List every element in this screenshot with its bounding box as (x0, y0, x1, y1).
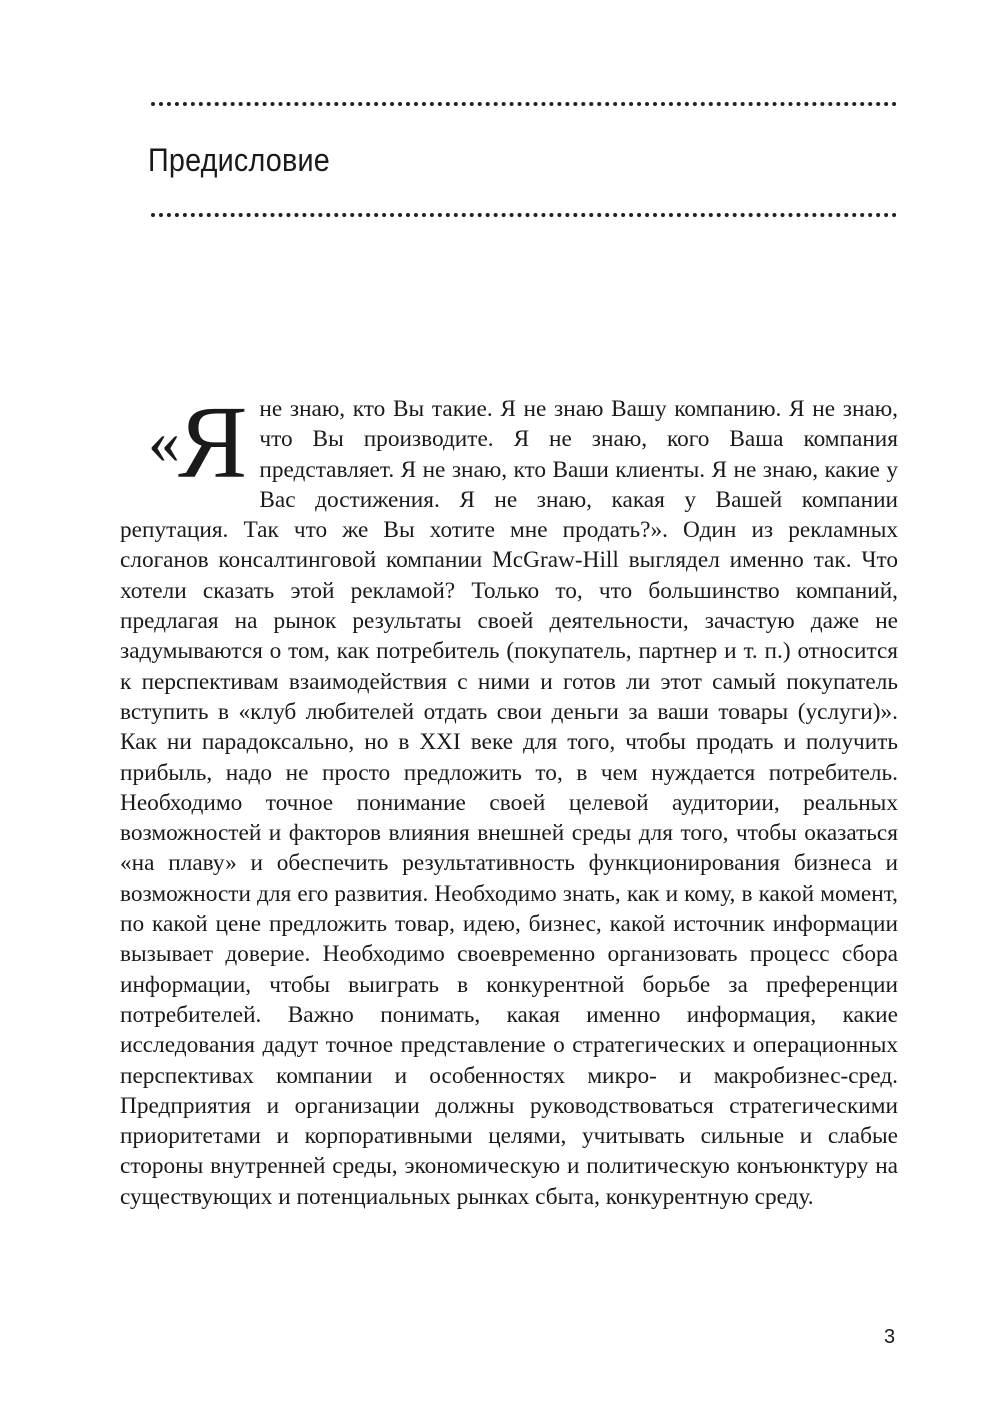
body-text: не знаю, кто Вы такие. Я не знаю Вашу компанию. Я не знаю, что Вы производите. Я не знаю, кого Ваша компания представляет. Я не знаю, кто Ваши клиенты. Я не знаю, какие у Вас достижения. Я не знаю, какая у Вашей компании репутация. Так что же Вы хотите мне продать?». Один из рекламных слоганов консалтинговой компании McGraw-Hill выглядел именно так. Что хотели сказать этой рекламой? Только то, что большинство компаний, предлагая на рынок результаты своей деятельности, зачастую даже не задумываются о том, как потребитель (покупатель, партнер и т. п.) относится к перспективам взаимодействия с ними и готов ли этот самый покупатель вступить в «клуб любителей отдать свои деньги за ваши товары (услуги)». Как ни парадоксально, но в XXI веке для того, чтобы продать и получить прибыль, надо не просто предложить то, в чем нуждается потребитель. Необходимо точное понимание своей целевой аудитории, реальных возможностей и факторов влияния внешней среды для того, чтобы оказаться «на плаву» и обеспечить результативность функционирования бизнеса и возможности для его развития. Необходимо знать, как и кому, в какой момент, по какой цене предложить товар, идею, бизнес, какой источник информации вызывает доверие. Необходимо своевременно организовать процесс сбора информации, чтобы выиграть в конкурентной борьбе за преференции потребителей. Важно понимать, какая именно информация, какие исследования дадут точное представление о стратегических и операционных перспективах компании и особенностях микро- и макробизнес-сред. Предприятия и организации должны руководствоваться стратегическими приоритетами и корпоративными целями, учитывать сильные и слабые стороны внутренней среды, экономическую и политическую конъюнктуру на существующих и потенциальных рынках сбыта, конкурентную среду. (120, 396, 898, 1210)
page-number: 3 (884, 1326, 896, 1348)
chapter-heading: Предисловие (148, 142, 330, 178)
drop-cap-letter: Я (178, 385, 248, 500)
bottom-dotted-rule (151, 213, 897, 217)
drop-cap (148, 385, 248, 500)
body-paragraph (120, 385, 898, 1212)
drop-cap-quote: « (148, 406, 180, 477)
top-dotted-rule (151, 102, 897, 106)
